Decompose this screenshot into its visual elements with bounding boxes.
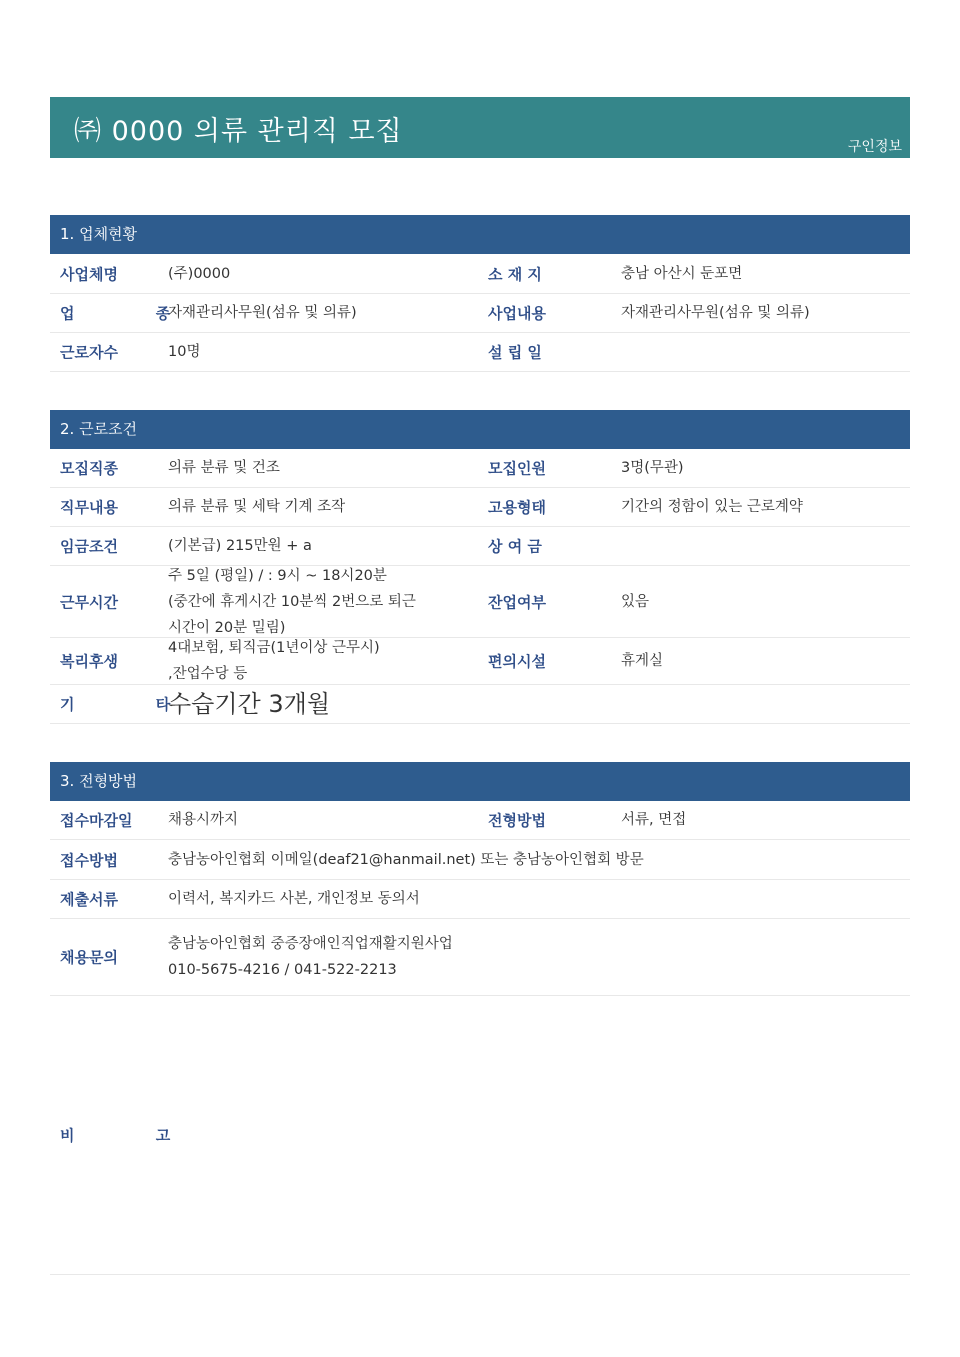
section-header-selection: 3. 전형방법 (50, 762, 910, 801)
field-label: 모집인원 (488, 459, 546, 478)
field-label: 소 재 지 (488, 265, 542, 283)
field-value: 채용시까지 (168, 812, 239, 828)
remarks-label: 비 고 (60, 1126, 209, 1145)
value-line: (중간에 휴게시간 10분씩 2번으로 퇴근 (168, 593, 416, 610)
field-label: 직무내용 (60, 498, 118, 517)
field-label: 복리후생 (60, 652, 118, 671)
field-value-multiline (168, 563, 416, 641)
field-label: 근무시간 (60, 593, 118, 611)
field-label: 근로자수 (60, 343, 118, 362)
table-row (50, 488, 910, 527)
field-value: 의류 분류 및 건조 (168, 460, 280, 476)
value-line: 충남농아인협회 중증장애인직업재활지원사업 (168, 936, 453, 952)
value-line: 주 5일 (평일) / : 9시 ~ 18시20분 (168, 567, 387, 584)
remarks-row (50, 996, 910, 1275)
field-value: 휴게실 (621, 653, 664, 669)
table-row (50, 449, 910, 488)
field-label: 임금조건 (60, 537, 118, 556)
field-value: 3명(무관) (621, 460, 684, 476)
table-row (50, 294, 910, 333)
table-row (50, 919, 910, 996)
field-label: 접수마감일 (60, 811, 133, 830)
field-label: 사업체명 (60, 265, 118, 283)
table-row (50, 840, 910, 880)
section-header-working-conditions: 2. 근로조건 (50, 410, 910, 449)
field-label: 잔업여부 (488, 593, 546, 611)
table-row (50, 254, 910, 294)
field-value: 자재관리사무원(섬유 및 의류) (168, 305, 357, 321)
field-label: 상 여 금 (488, 537, 542, 556)
field-value: 충남 아산시 둔포면 (621, 265, 743, 282)
field-label: 전형방법 (488, 811, 546, 830)
field-value-multiline (168, 635, 380, 687)
field-label: 제출서류 (60, 890, 118, 909)
table-row (50, 527, 910, 566)
field-label: 편의시설 (488, 652, 546, 671)
field-value-multiline (168, 931, 453, 983)
table-row (50, 566, 910, 638)
field-value: 기간의 정함이 있는 근로계약 (621, 499, 803, 515)
field-value: 의류 분류 및 세탁 기계 조작 (168, 499, 346, 515)
field-value: 있음 (621, 593, 650, 610)
value-line: 010-5675-4216 / 041-522-2213 (168, 962, 397, 978)
field-label: 고용형태 (488, 498, 546, 517)
table-row (50, 685, 910, 724)
table-row (50, 880, 910, 919)
title-banner (50, 97, 910, 158)
field-value: 이력서, 복지카드 사본, 개인정보 동의서 (168, 891, 420, 907)
field-value: (주)0000 (168, 265, 231, 282)
field-label: 모집직종 (60, 459, 118, 478)
field-value: 서류, 면접 (621, 812, 687, 828)
table-row (50, 333, 910, 372)
field-value: 자재관리사무원(섬유 및 의류) (621, 305, 810, 321)
page-title: ㈜ 0000 의류 관리직 모집 (74, 116, 403, 147)
field-value: 충남농아인협회 이메일(deaf21@hanmail.net) 또는 충남농아인협회 방문 (168, 851, 644, 868)
value-line: 시간이 20분 밀림) (168, 619, 286, 636)
field-label: 설 립 일 (488, 343, 542, 362)
field-label: 접수방법 (60, 851, 118, 869)
field-label: 업 종 (60, 304, 209, 323)
value-line: ,잔업수당 등 (168, 666, 248, 682)
table-row (50, 801, 910, 840)
field-label: 사업내용 (488, 304, 546, 323)
table-row (50, 638, 910, 685)
category-tag: 구인정보 (847, 139, 902, 155)
field-label: 기 타 (60, 695, 209, 714)
field-value: 수습기간 3개월 (168, 690, 331, 718)
field-label: 채용문의 (60, 948, 118, 967)
field-value: 10명 (168, 344, 201, 360)
field-value: (기본급) 215만원 + a (168, 538, 312, 554)
section-header-company: 1. 업체현황 (50, 215, 910, 254)
value-line: 4대보험, 퇴직금(1년이상 근무시) (168, 640, 380, 656)
